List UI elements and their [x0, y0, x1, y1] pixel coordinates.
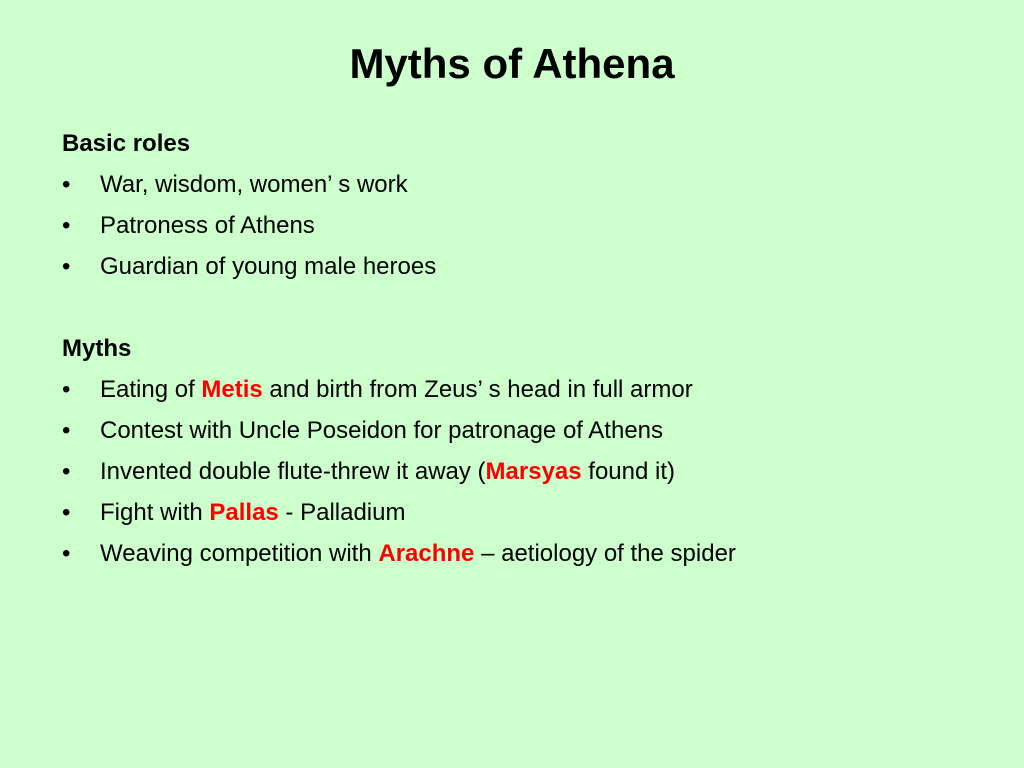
list-item	[62, 451, 962, 492]
list-item-text: Patroness of Athens	[100, 212, 315, 239]
list-item-text-after: found it)	[581, 458, 676, 485]
slide-title: Myths of Athena	[349, 40, 675, 87]
bullet-icon: •	[62, 499, 71, 526]
section-heading-myths: Myths	[62, 335, 132, 362]
list-item-text-before: Invented double flute-threw it away (	[100, 458, 486, 485]
list-item-text: War, wisdom, women’ s work	[100, 171, 408, 198]
highlight-name-marsyas: Marsyas	[485, 458, 582, 485]
section-spacer	[62, 287, 962, 328]
list-item-text-after: – aetiology of the spider	[474, 540, 736, 567]
list-item-text-after: and birth from Zeus’ s head in full armor	[262, 376, 693, 403]
highlight-name-pallas: Pallas	[209, 499, 279, 526]
list-item-text: Contest with Uncle Poseidon for patronage of Athens	[100, 417, 664, 444]
list-item	[62, 492, 962, 533]
list-item	[62, 410, 962, 451]
section-heading-basic-roles: Basic roles	[62, 130, 191, 157]
list-item-text-before: Weaving competition with	[100, 540, 379, 567]
bullet-icon: •	[62, 212, 71, 239]
highlight-name-arachne: Arachne	[378, 540, 475, 567]
slide-content	[62, 123, 962, 574]
list-item-text-after: - Palladium	[278, 499, 406, 526]
bullet-icon: •	[62, 253, 71, 280]
list-item	[62, 164, 962, 205]
bullet-icon: •	[62, 458, 71, 485]
list-item	[62, 205, 962, 246]
list-item-text: Guardian of young male heroes	[100, 253, 437, 280]
list-item	[62, 533, 962, 574]
bullet-icon: •	[62, 540, 71, 567]
myths-list	[62, 369, 962, 574]
basic-roles-list	[62, 164, 962, 287]
list-item-text-before: Fight with	[100, 499, 210, 526]
list-item	[62, 246, 962, 287]
list-item	[62, 369, 962, 410]
bullet-icon: •	[62, 417, 71, 444]
bullet-icon: •	[62, 171, 71, 198]
bullet-icon: •	[62, 376, 71, 403]
list-item-text-before: Eating of	[100, 376, 202, 403]
highlight-name-metis: Metis	[201, 376, 263, 403]
